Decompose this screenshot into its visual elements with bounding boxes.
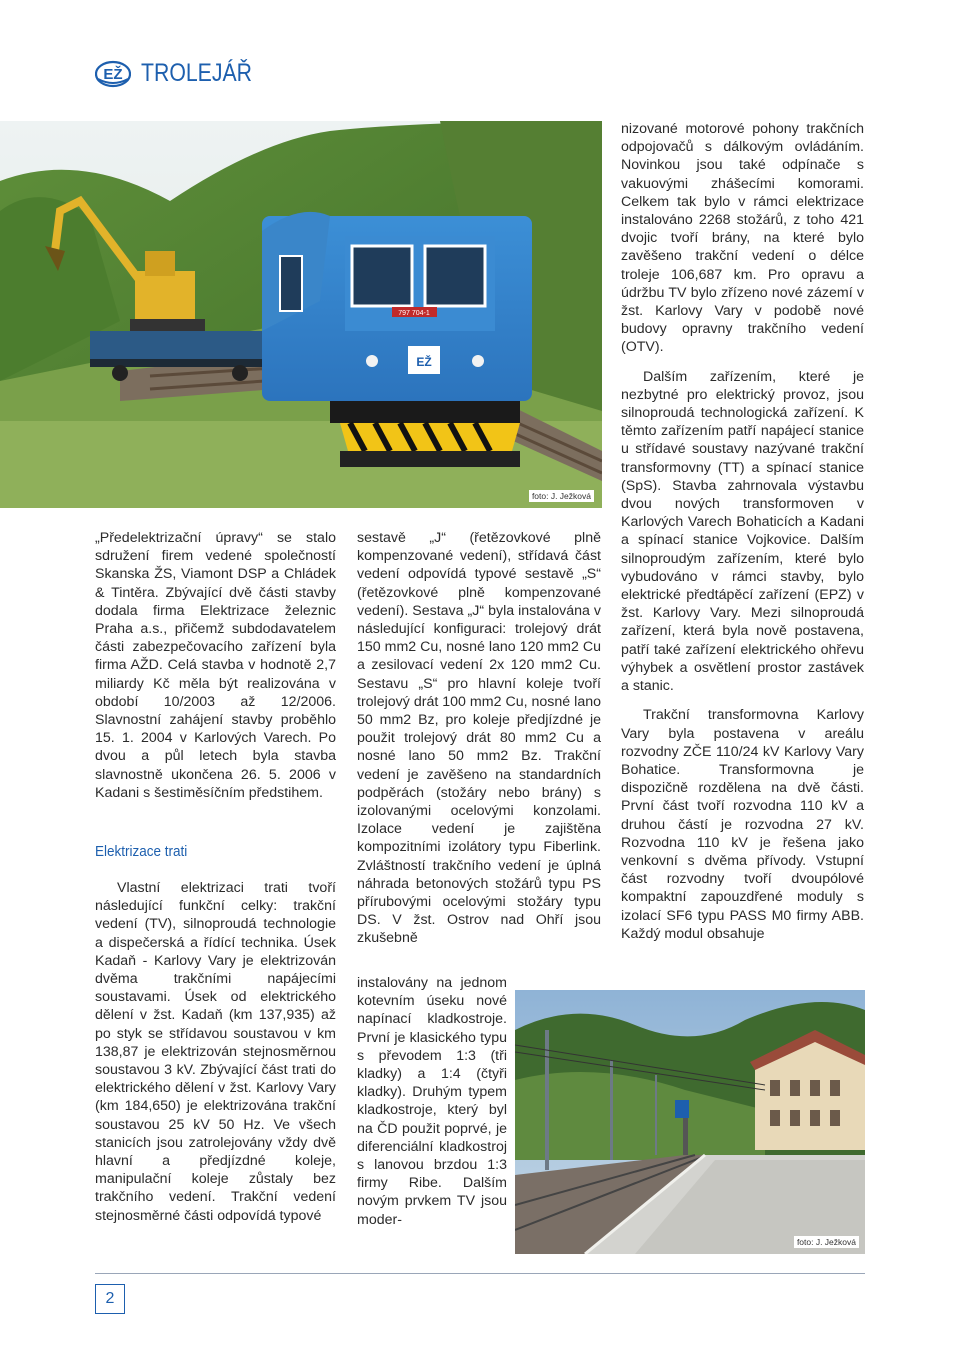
photo-credit: foto: J. Ježková — [794, 1236, 859, 1248]
paragraph: nizované motorové pohony trakčních odpojovačů s dálkovým ovládáním. Novinkou jsou také odpínače s vakuovými zhášecími komorami. Celkem tak bylo v rámci elektrizace instalováno 2268 stožárů, z toho 421 dvojic tvoří brány, na které bylo zavěšeno trakční vedení o délce troleje 106,687 km. Pro opravu a údržbu TV bylo zřízeno nové zázemí v žst. Karlovy Vary v podobě nové budovy opravny trakčního vedení (OTV). — [621, 121, 864, 356]
svg-text:797 704-1: 797 704-1 — [398, 310, 430, 317]
paragraph: sestavě „J“ (řetězovkové plně kompenzované vedení), střídavá část vedení odpovídá typové sestavě „S“ (řetězovkové plně kompenzované vedení). Sestava „J“ byla instalována v následující konfiguraci: trolejový drát 150 mm2 Cu, nosné lano 120 mm2 Cu a zesilovací vedení 2x 120 mm2 Cu. Sestavu „S“ pro hlavní koleje tvoří trolejový drát 100 mm2 Cu, nosné lano 50 mm2 Bz, pro koleje předjízdné je použit trolejový drát 80 mm2 Cu a nosné lano 50 mm2 Bz. Trakční vedení je zavěšeno na standardních podpěrách (stožáry nebo brány) s izolovanými ocelovými konzolami. Izolace vedení je zajištěna kompozitními izolátory typu Fiberlink. Zvláštností trakčního vedení je úplná náhrada betonových stožárů typu PS přírubovými ocelovými stožáry typu DS. V žst. Ostrov nad Ohří jsou zkušebně — [357, 530, 601, 947]
page-header-title: TROLEJÁŘ — [141, 58, 253, 87]
paragraph: Trakční transformovna Karlovy Vary byla postavena v areálu rozvodny ZČE 110/24 kV Karlovy Vary Bohatice. Transformovna je dispozičně rozdělena na dvě části. První část tvoří rozvodna 110 kV a druhou částí je rozvodna 27 kV. Rozvodna 110 kV je řešena jako venkovní s dvěma přívody. Vstupní část rozvodny tvoří dvoupólové kompaktní zapouzdřené moduly s izolací SF6 typu PASS M0 firmy ABB. Každý modul obsahuje — [621, 707, 864, 942]
page-number: 2 — [95, 1284, 125, 1314]
paragraph: Vlastní elektrizaci trati tvoří následující funkční celky: trakční vedení (TV), silnoproudá technologie a dispečerská a řídící technika. Úsek Kadaň - Karlovy Vary je elektrizován dvěma trakčními napájecími soustavami. Úsek od elektrického dělení v žst. Kadaň (km 137,935) až po styk se střídavou soustavou v km 138,87 je elektrizován stejnosměrnou soustavou 3 kV. Zbývající část trati do elektrického dělení v žst. Karlovy Vary (km 184,650) je elektrizována trakční soustavou 25 kV 50 Hz. Ve všech stanicích jsou zatrolejovány vždy dvě hlavní a předjízdné koleje, manipulační koleje zůstaly bez trakčního vedení. Trakční vedení stejnosměrné části odpovídá typové — [95, 880, 336, 1224]
station-photo — [515, 990, 865, 1254]
svg-text:EŽ: EŽ — [416, 355, 432, 369]
column-1 — [95, 529, 336, 802]
svg-text:EŽ: EŽ — [103, 66, 123, 83]
section-heading: Elektrizace trati — [95, 843, 188, 860]
paragraph: instalovány na jednom kotevním úseku nové napínací kladkostroje. První je klasického typu s převodem 1:3 (tři kladky) a 1:4 (čtyři kladky). Druhým typem kladkostroje, který byl na ČD použit poprvé, je diferenciální kladkostroj s lanovou brzdou 1:3 firmy Ribe. Dalším novým prvkem TV jsou moder- — [357, 975, 507, 1228]
column-1-lower — [95, 879, 336, 1225]
photo-credit: foto: J. Ježková — [529, 490, 594, 502]
column-2-lower — [357, 974, 507, 1229]
footer-divider — [95, 1273, 865, 1274]
paragraph: Dalším zařízením, které je nezbytné pro elektrický provoz, jsou silnoproudá technologická zařízení. K těmto zařízením patří napájecí stanice u střídavé soustavy nazývané trakční transformovny (TT) a spínací stanice (SpS). Stavba zahrnovala výstavbu dvou nových transformoven v Karlových Varech Bohaticích a Kadani a spínací stanice Vojkovice. Dalším silnoproudým zařízením, které bylo vybudováno v rámci stavby, bylo elektrické předtápěcí zařízení (EPZ) v žst. Karlovy Vary. Mezi silnoproudá zařízení, která byla nově postavena, patří také zařízení elektrického ohřevu výhybek a osvětlení prostor zastávek a stanic. — [621, 368, 864, 695]
header — [95, 54, 272, 92]
locomotive-photo — [0, 121, 602, 508]
paragraph: „Předelektrizační úpravy“ se stalo sdružení firem vedené společností Skanska ŽS, Viamont DSP a Chládek & Tintěra. Zbývající dvě části stavby dodala firma Elektrizace železnic Praha a.s., přičemž subdodavatelem části zabezpečovacího zařízení byla firma AŽD. Celá stavba v hodnotě 2,7 miliardy Kč měla být realizována v období 10/2003 až 12/2006. Slavnostní zahájení stavby proběhlo 15. 1. 2004 v Karlových Varech. Po dvou a půl letech byla stavba slavnostně ukončena 26. 5. 2006 v Kadani s šestiměsíčním předstihem. — [95, 530, 336, 801]
ez-logo-icon — [95, 57, 131, 89]
column-3 — [621, 120, 864, 943]
column-2 — [357, 529, 601, 948]
